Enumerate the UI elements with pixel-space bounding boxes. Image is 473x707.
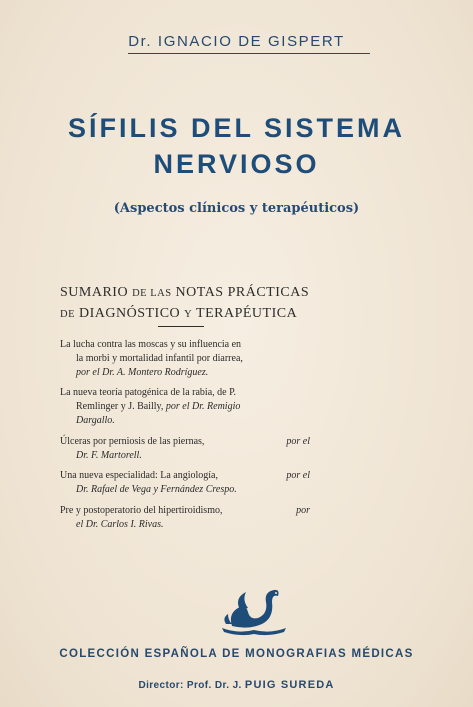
article-line — [60, 469, 310, 483]
book-subtitle: (Aspectos clínicos y terapéuticos) — [113, 201, 360, 216]
article-author: por el — [286, 470, 310, 482]
director-name: PUIG SUREDA — [244, 679, 335, 691]
summary-heading-word: TERAPÉUTICA — [196, 306, 298, 321]
article-author: el Dr. Carlos I. Rivas. — [76, 518, 164, 530]
article-line — [60, 400, 310, 414]
swan-emblem-icon — [218, 584, 290, 636]
article-text: Úlceras por perniosis de las piernas, — [60, 435, 205, 447]
article-author: por el Dr. A. Montero Rodríguez. — [76, 366, 209, 378]
article-item — [60, 386, 310, 427]
article-text: Una nueva especialidad: La angiología, — [60, 470, 218, 482]
book-title-line-1: SÍFILIS DEL SISTEMA — [67, 113, 406, 143]
summary-heading-word: NOTAS PRÁCTICAS — [175, 285, 310, 300]
summary-heading-word: DE LAS — [132, 288, 172, 299]
article-list — [60, 338, 310, 539]
summary-heading-word: SUMARIO — [60, 285, 129, 300]
article-author: Dargallo. — [76, 414, 115, 426]
summary-divider — [158, 326, 204, 327]
article-line: la morbi y mortalidad infantil por diarrea, — [76, 352, 243, 364]
article-author: por el — [286, 435, 310, 447]
article-item — [60, 504, 310, 532]
article-author: Dr. Rafael de Vega y Fernández Crespo. — [76, 484, 237, 496]
director-label: Director: Prof. Dr. J. — [138, 680, 242, 691]
book-title-line-2: NERVIOSO — [153, 149, 320, 179]
summary-heading-word: DIAGNÓSTICO — [79, 306, 181, 321]
article-author: Dr. F. Martorell. — [76, 449, 142, 461]
summary-heading-word: DE — [60, 309, 75, 320]
article-line: La nueva teoría patogénica de la rabia, de P. — [60, 387, 237, 399]
article-item — [60, 469, 310, 497]
article-item — [60, 338, 310, 379]
article-text: Pre y postoperatorio del hipertiroidismo, — [60, 504, 223, 516]
article-line — [60, 504, 310, 518]
author-underline — [128, 53, 370, 54]
article-line: La lucha contra las moscas y su influencia en — [60, 339, 242, 350]
summary-heading-word: Y — [184, 309, 193, 320]
summary-heading — [60, 283, 420, 325]
article-text: Remlinger y J. Bailly, — [76, 401, 164, 413]
author-name: Dr. IGNACIO DE GISPERT — [128, 33, 345, 50]
collection-name: COLECCIÓN ESPAÑOLA DE MONOGRAFIAS MÉDICAS — [59, 648, 414, 660]
book-title — [0, 110, 473, 182]
article-line — [60, 435, 310, 449]
article-author: por — [296, 504, 310, 516]
article-item — [60, 435, 310, 463]
director-credit — [0, 679, 473, 691]
article-author: por el Dr. Remigio — [165, 401, 241, 413]
